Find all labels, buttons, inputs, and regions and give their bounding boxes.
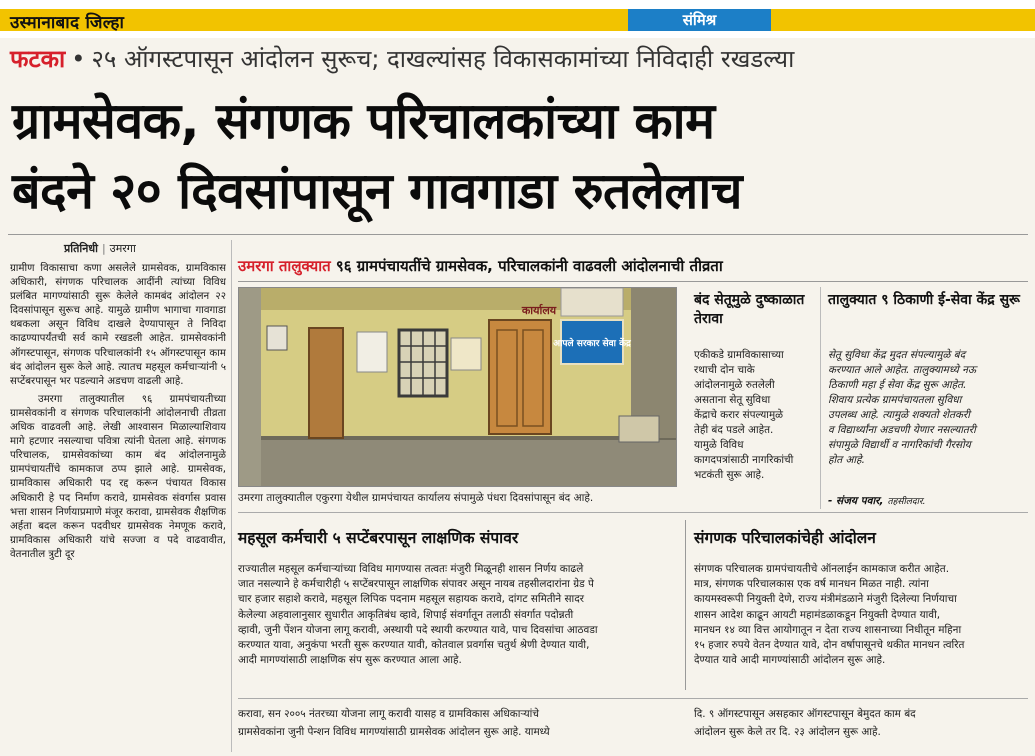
computer-line: मानधन १४ व्या वित्त आयोगातून न देता राज्य शासनाच्या निधीतून महिना <box>694 623 962 636</box>
box2-line: उपलब्ध आहे. त्यामुळे शक्यतो शेतकरी <box>828 409 970 421</box>
box1-line: केंद्राचे करार संपल्यामुळे <box>694 409 784 421</box>
section-rule <box>238 512 1028 513</box>
office-photo <box>238 287 677 487</box>
service-board-text: आपले सरकार सेवा केंद्र <box>553 339 631 349</box>
box2-line: संपामुळे विद्यार्थी व नागरिकांची गैरसोय <box>828 439 971 451</box>
revenue-line: जात नसल्याने हे कर्मचारीही ५ सप्टेंबरपासून लाक्षणिक संपावर असून नायब तहसीलदारांना ग्रेड पे <box>238 578 594 591</box>
box1-line: असताना सेतू सुविधा <box>694 394 771 406</box>
revenue-line: करण्यात यावा, अनुकंपा भरती सुरू करण्यात यावी, कोतवाल प्रवर्गास चतुर्थ श्रेणी देण्यात यावी, <box>238 639 590 652</box>
continuation-right-line-1: दि. ९ ऑगस्टपासून असहकार ऑगस्टपासून बेमुदत काम बंद <box>694 708 916 720</box>
box2-title: तालुक्यात ९ ठिकाणी ई-सेवा केंद्र सुरू <box>828 292 1020 308</box>
column-divider <box>231 240 232 752</box>
continuation-right-line-2: आंदोलन सुरू केले तर दि. २३ आंदोलन सुरू आहे. <box>694 726 881 738</box>
revenue-line: आदी मागण्यांसाठी लाक्षणिक संप सुरू करण्यात आला आहे. <box>238 654 462 667</box>
kicker-bullet: • <box>71 45 86 73</box>
box2-line: शिवाय प्रत्येक ग्रामपंचायतला सुविधा <box>828 394 962 406</box>
left-para-2: उमरगा तालुक्यातील ९६ ग्रामपंचायतीच्या ग्रामसेवकांनी व संगणक परिचालकांनी आंदोलनाची तीव्रता अधिक वाढवली आहे. लेखी आश्वासन मिळाल्याशिवाय मागे हटणार नसल्याचा पवित्रा त्यांनी घेतला आहे. संगणक परिचालक, ग्रामसेवकांच्या काम बंद आंदोलनामुळे ग्रामपंचायतींचे कामकाज ठप्प झाले आहे. ग्रामसेवक, ग्रामविकास अधिकारी पद रद्द करून पंचायत विकास अधिकारी हे पद निर्माण करावे, ग्रामसेवक संवर्गास प्रवास भत्ता शासन निर्णयाप्रमाणे मंजूर करावा, ग्रामसेवक शैक्षणिक अर्हता बदल करून पदवीधर ग्रामसेवक नेमणूक करावे, ग्रामविकास अधिकारी यांचे सज्जा व पदे वाढवावीत, वेतनातील त्रुटी दूर <box>10 393 226 560</box>
kicker <box>10 42 794 76</box>
district-label: उस्मानाबाद जिल्हा <box>10 13 125 33</box>
byline-name: प्रतिनिधी <box>64 242 98 255</box>
box1-line: एकीकडे ग्रामविकासाच्या <box>694 349 784 361</box>
box-divider <box>820 287 821 509</box>
box2-line: करण्यात आले आहेत. तालुक्यामध्ये नऊ <box>828 364 977 376</box>
headline-line-2: बंदने २० दिवसांपासून गावगाडा रुतलेलाच <box>12 162 743 220</box>
box2-line: सेतू सुविधा केंद्र मुदत संपल्यामुळे बंद <box>828 349 966 361</box>
section-strip <box>0 0 1035 38</box>
left-para-1: ग्रामीण विकासाचा कणा असलेले ग्रामसेवक, ग्रामविकास अधिकारी, संगणक परिचालक आदींनी त्यांच्या विविध प्रलंबित मागण्यांसाठी सुरू केलेले कामबंद आंदोलन २२ दिवसांपासून सुरूच आहे. यामुळे ग्रामीण भागाचा गावगाडा थबकला असून विविध दाखले देण्यापासून ते निविदा काढण्यापर्यंतची सर्व कामे रखडली आहेत. ग्रामसेवकांनी ऑगस्टपासून, संगणक परिचालकांनी १५ ऑगस्टपासून काम बंद आंदोलन सुरू केले आहे. त्यातच महसूल कर्मचाऱ्यांनी ५ सप्टेंबरपासून भर पडल्याने अडचण वाढली आहे. <box>10 263 226 387</box>
section-divider <box>685 520 686 690</box>
subhead-rule <box>238 281 1028 282</box>
subhead-place: उमरगा तालुक्यात <box>238 257 331 275</box>
box2-line: होत आहे. <box>828 454 865 466</box>
bottom-rule <box>238 698 1028 699</box>
headline-line-1: ग्रामसेवक, संगणक परिचालकांच्या काम <box>12 92 715 150</box>
computer-line: मात्र, संगणक परिचालकास एक वर्ष मानधन मिळत नाही. त्यांना <box>694 578 929 591</box>
computer-line: १५ हजार रुपये वेतन देण्यात यावे, दोन वर्षापासूनचे थकीत मानधन त्वरित <box>694 639 965 652</box>
byline <box>64 241 136 256</box>
box1-line: कागदपत्रांसाठी नागरिकांची <box>694 454 794 466</box>
story-subhead <box>238 255 1028 277</box>
revenue-line: केलेल्या अहवालानुसार सुधारीत आकृतिबंध व्हावे, शिपाई संवर्गातून तलाठी संवर्गात पदोन्नती <box>238 608 574 621</box>
subhead-text: ९६ ग्रामपंचायतींचे ग्रामसेवक, परिचालकांनी वाढवली आंदोलनाची तीव्रता <box>335 257 723 275</box>
box1-line: भटकंती सुरू आहे. <box>694 469 765 481</box>
office-sign-text: कार्यालय <box>521 304 557 317</box>
signature-name: - संजय पवार, <box>828 495 884 507</box>
computer-section-title: संगणक परिचालकांचेही आंदोलन <box>694 529 876 547</box>
computer-line: कायमस्वरूपी नियुक्ती देणे, राज्य मंत्रीमंडळाने मंजुरी दिलेल्या निर्णयाचा <box>694 593 957 606</box>
box1-line: तेही बंद पडले आहेत. <box>694 424 774 436</box>
box2-line: व विद्यार्थ्यांना अडचणी येणार नसल्यातरी <box>828 424 976 436</box>
yellow-bar <box>0 9 1035 31</box>
photo-caption: उमरगा तालुक्यातील एकुरगा येथील ग्रामपंचायत कार्यालय संपामुळे पंधरा दिवसांपासून बंद आहे. <box>238 492 594 504</box>
box1-line: आंदोलनामुळे रुतलेली <box>694 379 775 391</box>
left-column-text <box>10 262 226 752</box>
kicker-label: फटका <box>10 45 66 73</box>
box2-text <box>828 348 1030 468</box>
computer-line: शासन आदेश काढून आयटी महामंडळाकडून नियुक्ती देण्यात यावी, <box>694 608 941 621</box>
signature-role: तहसीलदार. <box>887 497 926 507</box>
byline-sep: | <box>101 242 106 255</box>
computer-line: देण्यात यावे आदी मागण्यांसाठी आंदोलन सुरू आहे. <box>694 654 886 667</box>
byline-place: उमरगा <box>109 242 136 255</box>
continuation-mid-line-2: ग्रामसेवकांना जुनी पेन्शन विविध मागण्यांसाठी ग्रामसेवक आंदोलन सुरू आहे. यामध्ये <box>238 726 550 738</box>
revenue-line: व्हावी, जुनी पेंशन योजना लागू करावी, अस्थायी पदे स्थायी करण्यात यावे, पाच दिवसांचा आठवडा <box>238 623 598 636</box>
box2-line: ठिकाणी महा ई सेवा केंद्र सुरू आहेत. <box>828 379 967 391</box>
signature <box>828 494 926 508</box>
headline-rule <box>8 234 1028 235</box>
computer-section-text <box>694 562 1028 668</box>
computer-line: संगणक परिचालक ग्रामपंचायतीचे ऑनलाईन कामकाज करीत आहेत. <box>694 563 950 575</box>
revenue-section-title: महसूल कर्मचारी ५ सप्टेंबरपासून लाक्षणिक संपावर <box>238 529 519 547</box>
photo-illustration <box>239 288 677 487</box>
continuation-mid-line-1: करावा, सन २००५ नंतरच्या योजना लागू करावी यासह व ग्रामविकास अधिकाऱ्यांचे <box>238 708 539 720</box>
box1-line: रथाची दोन चाके <box>694 364 755 376</box>
box1-title: बंद सेतूमुळे दुष्काळात तेरावा <box>694 292 805 327</box>
section-tag: संमिश्र <box>628 9 771 31</box>
revenue-section-text <box>238 562 678 668</box>
revenue-line: राज्यातील महसूल कर्मचाऱ्यांच्या विविध मागण्यास तत्वतः मंजुरी मिळूनही शासन निर्णय काढले <box>238 563 584 575</box>
kicker-text: २५ ऑगस्टपासून आंदोलन सुरूच; दाखल्यांसह विकासकामांच्या निविदाही रखडल्या <box>91 45 795 73</box>
box1-line: यामुळे विविध <box>694 439 744 451</box>
revenue-line: चार हजार सहाशे करावे, महसूल लिपिक पदनाम महसूल सहायक करावे, दांगट समितीने सादर <box>238 593 584 606</box>
box1-text <box>694 348 818 483</box>
